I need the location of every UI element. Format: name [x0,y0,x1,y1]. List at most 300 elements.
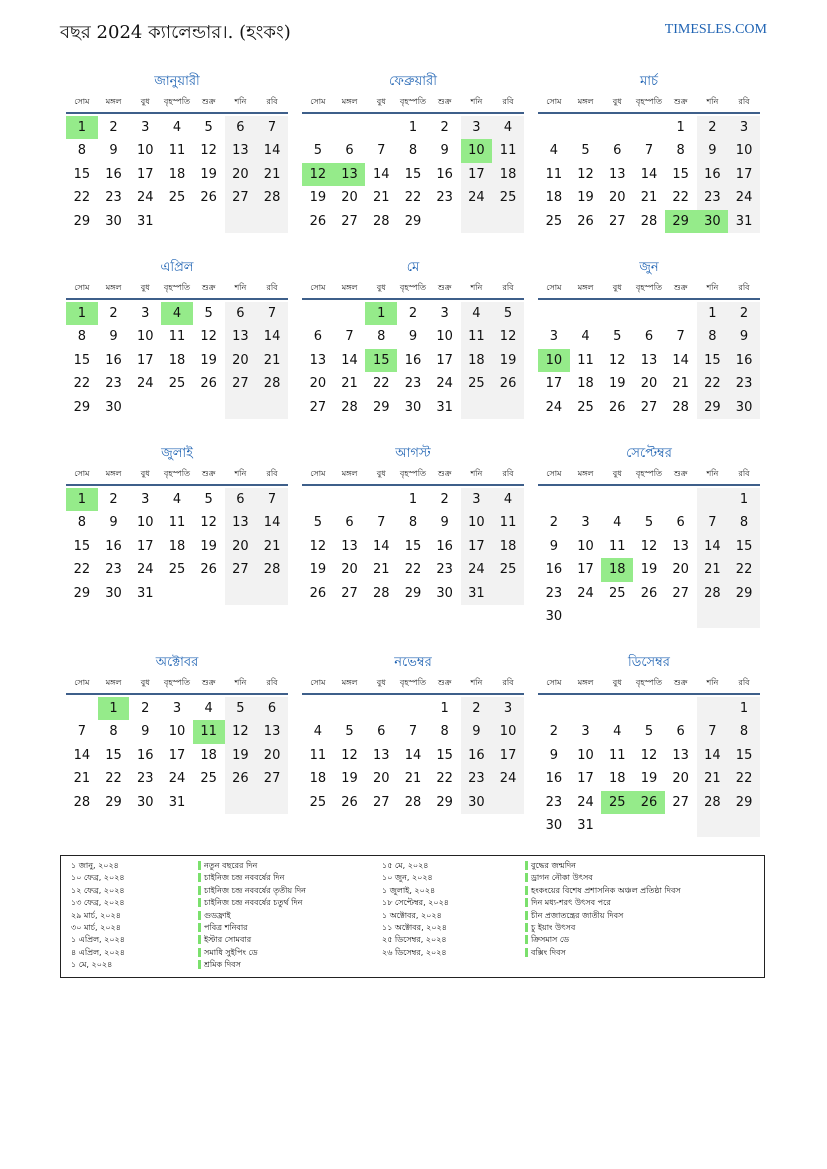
weekday-label: বৃহস্পতি [399,678,427,687]
weekday-label: বৃহস্পতি [163,97,191,106]
day-cell: 18 [492,535,524,558]
day-cell: 12 [640,747,658,763]
day-cell: 13 [225,139,257,162]
weekday-label: শুক্র [201,678,216,687]
day-cell: 30 [728,396,760,419]
empty-cell [161,396,193,419]
day-cell: 30 [545,817,563,833]
day-cell: 14 [372,538,390,554]
weekday-label: সোম [74,283,90,292]
week-row [302,372,524,395]
holiday-row [71,872,125,884]
day-cell: 10 [577,747,594,763]
day-cell: 28 [697,582,729,605]
holiday-name: সমাধি সুইপিং ডে [198,948,258,957]
day-cell: 7 [256,302,288,325]
day-cell: 24 [577,585,594,601]
weekday-label: শনি [234,97,247,106]
day-cell: 10 [136,515,154,531]
day-cell: 8 [676,143,685,159]
weekday-label: বুধ [376,469,386,478]
holiday-date: ১০ জুন, ২০২৪ [382,873,433,883]
day-cell: 23 [728,372,760,395]
weekday-label: শুক্র [201,283,216,292]
day-cell: 6 [613,143,622,159]
weekday-label: বৃহস্পতি [399,97,427,106]
weekday-label: মঙ্গল [105,469,122,478]
holiday-date: ১১ অক্টোবর, ২০২৪ [382,922,447,932]
day-cell: 22 [73,190,91,206]
day-cell: 4 [581,329,590,345]
day-cell: 26 [309,213,327,229]
day-cell: 31 [168,794,186,810]
weekday-label: শুক্র [673,678,688,687]
week-row [302,558,524,581]
empty-cell [570,116,602,139]
day-cell: 13 [225,511,257,534]
day-cell: 1 [66,302,98,325]
day-cell: 17 [168,747,186,763]
day-cell: 10 [136,329,154,345]
day-cell: 7 [697,511,729,534]
day-cell: 3 [141,306,150,321]
empty-cell [365,116,397,139]
day-cell: 25 [492,558,524,581]
weekday-label: রবি [266,469,278,478]
day-cell: 1 [440,701,449,716]
day-cell: 3 [492,697,524,720]
day-cell: 13 [341,538,358,554]
day-cell: 11 [461,325,493,348]
day-cell: 24 [577,794,594,810]
week-row [302,116,524,139]
empty-cell [697,814,729,837]
holiday-row [71,947,125,959]
day-cell: 18 [608,771,626,787]
weekday-label: শনি [234,678,247,687]
day-cell: 3 [581,515,590,531]
week-row [66,139,288,162]
empty-cell [66,697,98,720]
day-cell: 12 [302,163,334,186]
day-cell: 9 [109,329,118,345]
week-row [538,791,760,814]
week-row [66,791,288,814]
day-cell: 27 [672,794,689,810]
week-row [302,535,524,558]
holiday-date: ২৫ ডিসেম্বর, ২০২৪ [382,935,447,945]
day-cell: 2 [141,701,150,716]
weekday-label: সোম [546,678,562,687]
weekday-label: শনি [706,678,719,687]
day-cell: 29 [728,791,760,814]
day-cell: 26 [492,372,524,395]
month-name: আগস্ট [395,446,431,461]
empty-cell [302,488,334,511]
week-row [66,582,288,605]
week-row [302,744,524,767]
day-cell: 5 [613,329,622,345]
holiday-name: চাইনিজ চন্দ্র নববর্ষের চতুর্থ দিন [198,898,302,907]
day-cell: 8 [377,329,386,345]
holiday-name: ইস্টার সোমবার [198,935,251,944]
day-cell: 22 [728,558,760,581]
day-cell: 26 [200,562,217,578]
empty-cell [256,396,288,419]
day-cell: 13 [672,538,689,554]
day-cell: 19 [200,352,217,368]
day-cell: 25 [309,794,327,810]
weekday-label: মঙ্গল [341,678,358,687]
holiday-row [71,910,125,922]
day-cell: 5 [225,697,257,720]
week-row [538,396,760,419]
day-cell: 26 [341,794,358,810]
holiday-row [198,885,306,897]
empty-cell [633,814,665,837]
empty-cell [570,697,602,720]
day-cell: 12 [341,747,358,763]
holiday-row [525,872,681,884]
weekday-label: বুধ [376,97,386,106]
day-cell: 18 [545,190,563,206]
day-cell: 25 [200,771,217,787]
month-block [538,72,760,233]
day-cell: 25 [461,372,493,395]
week-row [538,582,760,605]
day-cell: 2 [109,306,118,321]
week-row [302,582,524,605]
weekday-label: সোম [310,678,326,687]
day-cell: 31 [461,582,493,605]
day-cell: 19 [225,744,257,767]
day-cell: 4 [492,488,524,511]
day-cell: 20 [341,562,358,578]
day-cell: 5 [581,143,590,159]
day-cell: 9 [440,515,449,531]
week-row [302,720,524,743]
day-cell: 22 [105,771,122,787]
day-cell: 8 [77,329,86,345]
holiday-date: ১ মে, ২০২৪ [71,960,113,970]
weekday-label: রবি [738,678,750,687]
day-cell: 8 [728,720,760,743]
empty-cell [193,791,225,814]
holiday-date: ১৮ সেপ্টেম্বর, ২০২৪ [382,898,449,908]
month-block [302,72,524,233]
empty-cell [225,582,257,605]
holiday-row [71,885,125,897]
month-name: অক্টোবর [155,655,199,670]
day-cell: 23 [545,585,563,601]
day-cell: 18 [168,352,186,368]
day-cell: 28 [256,558,288,581]
weekday-label: মঙ্গল [577,678,594,687]
day-cell: 27 [309,399,327,415]
week-row [66,116,288,139]
week-row [66,744,288,767]
week-row [66,697,288,720]
holiday-row [525,934,681,946]
day-cell: 7 [408,724,418,740]
day-cell: 4 [204,701,213,716]
day-cell: 6 [345,515,354,531]
month-block [538,258,760,419]
day-cell: 15 [728,744,760,767]
day-cell: 25 [601,791,633,814]
day-cell: 16 [105,538,122,554]
day-cell: 9 [440,143,449,159]
day-cell: 9 [109,143,118,159]
day-cell: 30 [461,791,493,814]
day-cell: 8 [697,325,729,348]
day-cell: 28 [256,186,288,209]
day-cell: 7 [345,329,354,345]
day-cell: 18 [168,538,186,554]
month-block [66,444,288,605]
day-cell: 15 [73,352,91,368]
day-cell: 22 [404,190,422,206]
day-cell: 23 [545,794,563,810]
day-cell: 10 [538,349,570,372]
empty-cell [193,582,225,605]
holiday-date: ৩০ মার্চ, ২০২৪ [71,922,121,932]
empty-cell [461,396,493,419]
day-cell: 21 [404,771,422,787]
empty-cell [633,302,665,325]
day-cell: 24 [545,399,563,415]
holiday-dates-right [382,860,449,959]
day-cell: 5 [204,306,213,321]
month-block [66,653,288,814]
day-cell: 31 [577,817,594,833]
week-row [302,349,524,372]
holiday-names-right [525,860,681,959]
day-cell: 17 [436,352,453,368]
weekday-label: সোম [310,97,326,106]
day-cell: 21 [341,376,358,392]
holiday-dates-left [71,860,125,972]
day-cell: 29 [404,585,422,601]
day-cell: 25 [545,213,563,229]
holiday-name: চীন প্রজাতন্ত্রের জাতীয় দিবস [525,911,623,920]
empty-cell [161,582,193,605]
day-cell: 6 [644,329,654,345]
day-cell: 6 [256,697,288,720]
day-cell: 6 [676,515,685,531]
holiday-name: গুডফ্রাই [198,911,231,920]
day-cell: 4 [549,143,558,159]
day-cell: 9 [697,139,729,162]
day-cell: 15 [404,538,422,554]
week-row [538,302,760,325]
weekday-label: শনি [470,469,483,478]
day-cell: 10 [436,329,453,345]
holiday-date: ১ অক্টোবর, ২০২৪ [382,910,442,920]
empty-cell [601,814,633,837]
month-name: ডিসেম্বর [628,655,670,670]
month-block [538,653,760,837]
weekday-header [538,280,760,300]
day-cell: 16 [105,166,122,182]
day-cell: 16 [136,747,154,763]
weekday-label: বৃহস্পতি [635,283,663,292]
day-cell: 21 [256,535,288,558]
day-cell: 19 [577,190,594,206]
empty-cell [334,302,366,325]
week-row [302,511,524,534]
day-cell: 26 [200,190,217,206]
week-row [538,767,760,790]
month-name: মে [406,260,420,275]
day-cell: 3 [141,492,150,507]
day-cell: 29 [372,399,390,415]
week-row [538,535,760,558]
day-cell: 23 [105,190,122,206]
day-cell: 5 [345,724,354,740]
week-row [538,605,760,628]
day-cell: 18 [200,747,217,763]
site-link[interactable]: TIMESLES.COM [664,22,767,37]
day-cell: 27 [225,372,257,395]
empty-cell [601,605,633,628]
weekday-label: শুক্র [437,678,452,687]
weekday-label: শুক্র [673,97,688,106]
day-cell: 14 [697,535,729,558]
day-cell: 17 [577,562,594,578]
day-cell: 9 [461,720,493,743]
empty-cell [570,605,602,628]
day-cell: 27 [640,399,658,415]
day-cell: 29 [404,213,422,229]
month-name: নভেম্বর [394,655,432,670]
day-cell: 10 [577,538,594,554]
weekday-label: মঙ্গল [577,469,594,478]
empty-cell [728,814,760,837]
month-name: এপ্রিল [160,260,194,275]
holiday-date: ১২ ফেব্র, ২০২৪ [71,885,125,895]
day-cell: 19 [309,190,327,206]
weekday-label: রবি [502,97,514,106]
day-cell: 23 [105,562,122,578]
day-cell: 18 [601,558,633,581]
day-cell: 8 [77,143,86,159]
day-cell: 5 [313,143,322,159]
day-cell: 14 [372,166,390,182]
weekday-label: বৃহস্পতি [635,97,663,106]
day-cell: 17 [728,163,760,186]
day-cell: 7 [676,329,685,345]
day-cell: 1 [66,116,98,139]
day-cell: 22 [436,771,453,787]
week-row [302,139,524,162]
week-row [538,372,760,395]
day-cell: 6 [676,724,685,740]
day-cell: 20 [608,190,626,206]
empty-cell [697,697,729,720]
day-cell: 5 [644,724,654,740]
weekday-label: বুধ [140,469,150,478]
day-cell: 25 [168,376,186,392]
day-cell: 15 [436,747,453,763]
day-cell: 2 [461,697,493,720]
day-cell: 4 [461,302,493,325]
day-cell: 12 [492,325,524,348]
day-cell: 2 [728,302,760,325]
day-cell: 3 [581,724,590,740]
day-cell: 9 [141,724,150,740]
day-cell: 30 [545,608,563,624]
empty-cell [601,116,633,139]
day-cell: 16 [545,771,563,787]
day-cell: 8 [440,724,449,740]
day-cell: 11 [608,538,626,554]
day-cell: 3 [172,701,182,716]
holiday-name: ড্রাগন নৌকা উৎসব [525,873,593,882]
weekday-label: রবি [502,678,514,687]
empty-cell [633,488,665,511]
day-cell: 1 [98,697,130,720]
holiday-row [198,934,306,946]
month-name: জুন [639,260,659,275]
holiday-row [382,872,449,884]
weekday-label: সোম [74,469,90,478]
day-cell: 14 [404,747,422,763]
holiday-date: ১৫ মে, ২০২৪ [382,861,429,870]
day-cell: 22 [728,767,760,790]
day-cell: 16 [728,349,760,372]
week-row [538,139,760,162]
week-row [302,210,524,233]
day-cell: 6 [313,329,322,345]
week-row [538,186,760,209]
weekday-label: বৃহস্পতি [163,469,191,478]
weekday-label: শনি [470,678,483,687]
weekday-label: মঙ্গল [341,97,358,106]
day-cell: 11 [193,720,225,743]
day-cell: 4 [161,302,193,325]
holiday-row [382,897,449,909]
holiday-date: ১৩ ফেব্র, ২০২৪ [71,898,125,908]
holiday-date: ১০ ফেব্র, ২০২৪ [71,873,125,883]
day-cell: 12 [640,538,658,554]
weekday-label: মঙ্গল [105,283,122,292]
empty-cell [492,791,524,814]
day-cell: 26 [200,376,217,392]
day-cell: 3 [461,116,493,139]
day-cell: 28 [372,585,390,601]
holiday-date: ২৬ ডিসেম্বর, ২০২৪ [382,947,447,957]
weekday-label: মঙ্গল [105,97,122,106]
day-cell: 30 [697,210,729,233]
empty-cell [334,488,366,511]
day-cell: 1 [728,697,760,720]
day-cell: 22 [372,376,390,392]
day-cell: 21 [697,767,729,790]
day-cell: 21 [697,558,729,581]
day-cell: 20 [341,190,358,206]
holiday-name: শ্রমিক দিবস [198,960,241,969]
weekday-label: বৃহস্পতি [163,283,191,292]
empty-cell [697,488,729,511]
day-cell: 5 [204,492,213,507]
weekday-label: বৃহস্পতি [163,678,191,687]
day-cell: 23 [136,771,154,787]
day-cell: 31 [136,585,154,601]
day-cell: 23 [697,186,729,209]
day-cell: 12 [577,166,594,182]
day-cell: 29 [436,794,453,810]
